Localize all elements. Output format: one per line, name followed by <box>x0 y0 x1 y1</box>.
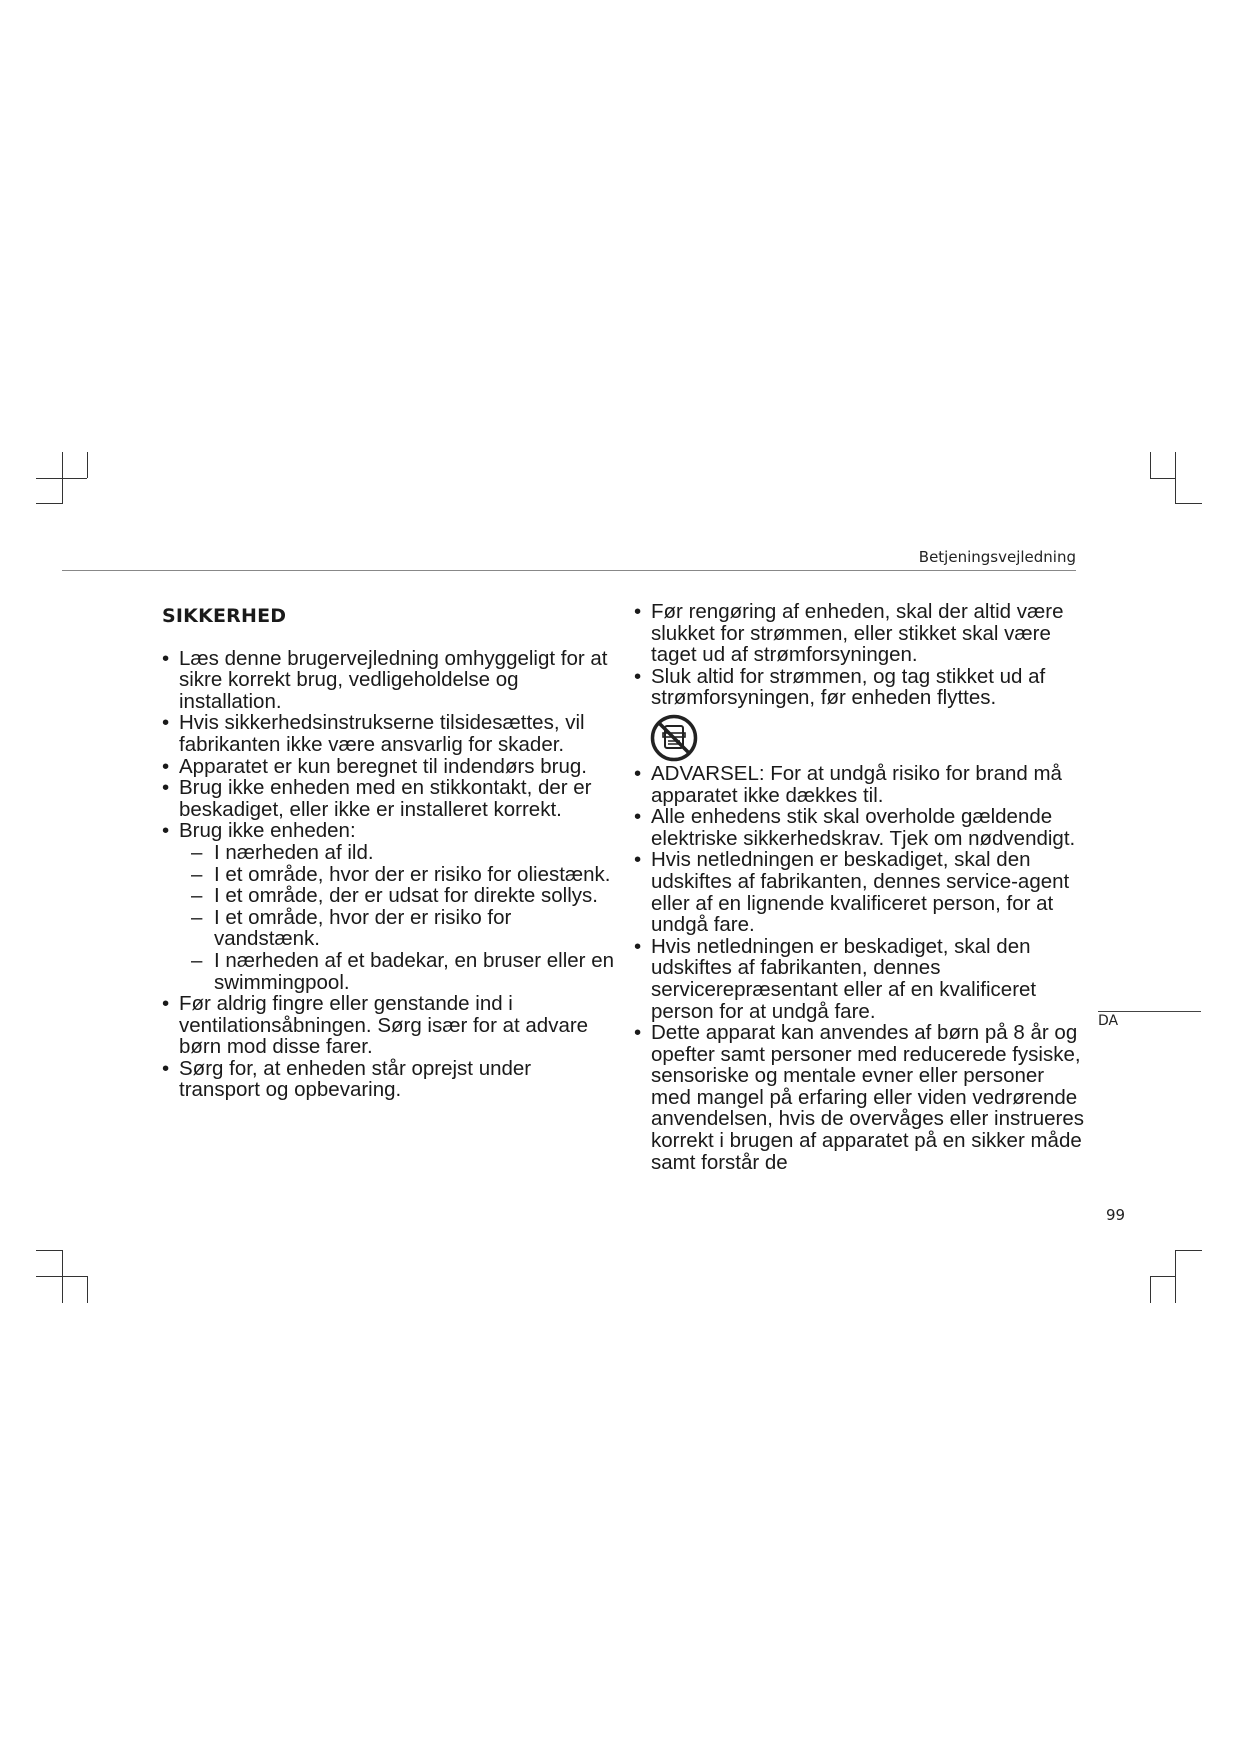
crop-mark-bottom-right <box>1150 1276 1176 1277</box>
sub-list-item: – I nærheden af ild. <box>191 842 617 864</box>
list-item: • Dette apparat kan anvendes af børn på 8 år og opefter samt personer med reducerede fysiske, sensoriske og mentale evner eller personer med mangel på erfaring eller viden vedrørende anvendelsen, hvis de overvåges eller instrueres korrekt i brugen af apparatet på en sikker måde samt forstår de <box>634 1022 1088 1173</box>
list-item: • Før aldrig fingre eller genstande ind i ventilationsåbningen. Sørg især for at advare børn mod disse farer. <box>162 993 617 1058</box>
section-title: SIKKERHED <box>162 605 287 627</box>
sub-list-item: – I et område, hvor der er risiko for vandstænk. <box>191 907 617 950</box>
list-item: • Sørg for, at enheden står oprejst under transport og opbevaring. <box>162 1058 617 1101</box>
safety-list-right <box>634 601 1088 709</box>
do-not-cover-icon <box>649 713 699 763</box>
list-item: • Sluk altid for strømmen, og tag stikket ud af strømforsyningen, før enheden flyttes. <box>634 666 1088 709</box>
sub-list-item: – I et område, hvor der er risiko for oliestænk. <box>191 864 617 886</box>
running-header: Betjeningsvejledning <box>918 548 1076 566</box>
list-item-do-not-use <box>162 820 617 993</box>
list-item: • Hvis netledningen er beskadiget, skal den udskiftes af fabrikanten, dennes service-agent eller af en lignende kvalificeret person, for at undgå fare. <box>634 849 1088 935</box>
left-column <box>162 602 617 1101</box>
crop-mark-bottom-right <box>1175 1250 1202 1251</box>
do-not-use-label: Brug ikke enheden: <box>179 819 356 843</box>
page-number: 99 <box>1106 1206 1126 1224</box>
header-divider <box>62 570 1076 571</box>
crop-mark-top-right <box>1150 452 1151 478</box>
list-item: • Brug ikke enheden med en stikkontakt, der er beskadiget, eller ikke er installeret korrekt. <box>162 777 617 820</box>
language-tab-divider <box>1098 1011 1201 1012</box>
list-item: • Alle enhedens stik skal overholde gældende elektriske sikkerhedskrav. Tjek om nødvendigt. <box>634 806 1088 849</box>
crop-mark-top-left <box>87 452 88 478</box>
language-tab: DA <box>1098 1013 1119 1029</box>
list-item: • Læs denne brugervejledning omhyggeligt for at sikre korrekt brug, vedligeholdelse og installation. <box>162 648 617 713</box>
list-item: • Hvis netledningen er beskadiget, skal den udskiftes af fabrikanten, dennes servicerepræsentant eller af en kvalificeret person for at undgå fare. <box>634 936 1088 1022</box>
list-item: • Apparatet er kun beregnet til indendørs brug. <box>162 756 617 778</box>
safety-list-left <box>162 648 617 1101</box>
crop-mark-top-right <box>1175 503 1202 504</box>
crop-mark-top-right <box>1175 452 1176 504</box>
list-item: • Hvis sikkerhedsinstrukserne tilsidesættes, vil fabrikanten ikke være ansvarlig for skader. <box>162 712 617 755</box>
safety-list-right-continued <box>634 763 1088 1173</box>
sub-list-item: – I et område, der er udsat for direkte sollys. <box>191 885 617 907</box>
crop-mark-bottom-left <box>36 1276 87 1277</box>
crop-mark-bottom-left <box>36 1250 62 1251</box>
warning-item: • ADVARSEL: For at undgå risiko for brand må apparatet ikke dækkes til. <box>634 763 1088 806</box>
crop-mark-top-left <box>36 503 62 504</box>
right-column <box>634 601 1088 1173</box>
list-item: • Før rengøring af enheden, skal der altid være slukket for strømmen, eller stikket skal være taget ud af strømforsyningen. <box>634 601 1088 666</box>
crop-mark-top-right <box>1150 478 1176 479</box>
crop-mark-bottom-left <box>87 1276 88 1303</box>
sub-list-item: – I nærheden af et badekar, en bruser eller en swimmingpool. <box>191 950 617 993</box>
crop-mark-bottom-right <box>1150 1276 1151 1303</box>
crop-mark-top-left <box>62 452 63 504</box>
do-not-use-sublist <box>179 842 617 993</box>
